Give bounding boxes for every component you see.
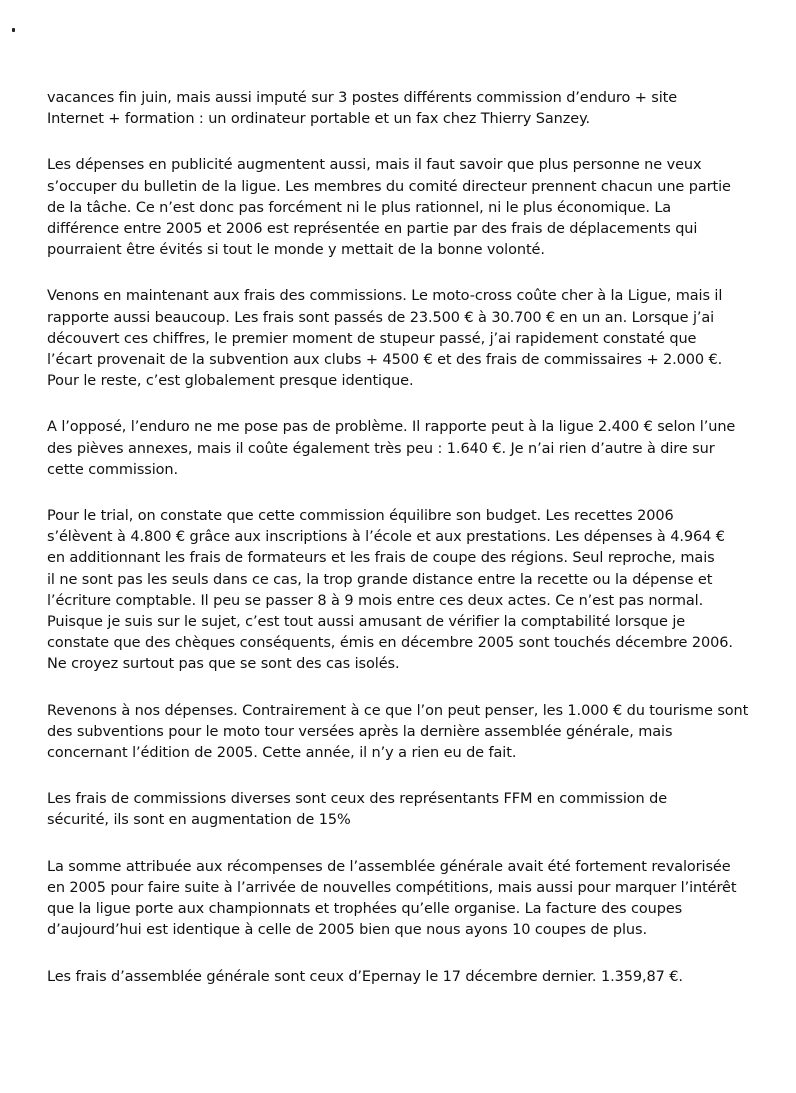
text-line: Venons en maintenant aux frais des commissions. Le moto-cross coûte cher à la Ligue, mais il xyxy=(47,288,723,305)
text-line: cette commission. xyxy=(47,461,179,478)
text-line: d’aujourd’hui est identique à celle de 2005 bien que nous ayons 10 coupes de plus. xyxy=(47,922,647,939)
paragraph xyxy=(47,88,772,130)
paragraph xyxy=(47,857,772,942)
text-line: de la tâche. Ce n’est donc pas forcément ni le plus rationnel, ni le plus économique. La xyxy=(47,199,672,216)
text-line: rapporte aussi beaucoup. Les frais sont passés de 23.500 € à 30.700 € en un an. Lorsque j’ai xyxy=(47,309,715,326)
text-line: s’occuper du bulletin de la ligue. Les membres du comité directeur prennent chacun une partie xyxy=(47,178,731,195)
paragraph xyxy=(47,789,772,831)
document-body xyxy=(47,88,772,1013)
text-line: Puisque je suis sur le sujet, c’est tout aussi amusant de vérifier la comptabilité lorsque je xyxy=(47,614,686,631)
text-line: différence entre 2005 et 2006 est représentée en partie par des frais de déplacements qui xyxy=(47,221,698,238)
text-line: Les frais d’assemblée générale sont ceux d’Epernay le 17 décembre dernier. 1.359,87 €. xyxy=(47,968,683,985)
text-line: en 2005 pour faire suite à l’arrivée de nouvelles compétitions, mais aussi pour marquer l’intérêt xyxy=(47,879,737,896)
text-line: des pièves annexes, mais il coûte également très peu : 1.640 €. Je n’ai rien d’autre à dire sur xyxy=(47,440,715,457)
text-line: Revenons à nos dépenses. Contrairement à ce que l’on peut penser, les 1.000 € du tourisme sont xyxy=(47,702,749,719)
paragraph xyxy=(47,155,772,261)
text-line: Pour le trial, on constate que cette commission équilibre son budget. Les recettes 2006 xyxy=(47,508,674,525)
text-line: Les dépenses en publicité augmentent aussi, mais il faut savoir que plus personne ne veux xyxy=(47,157,702,174)
text-line: Ne croyez surtout pas que se sont des cas isolés. xyxy=(47,656,400,673)
paragraph xyxy=(47,506,772,676)
text-line: vacances fin juin, mais aussi imputé sur 3 postes différents commission d’enduro + site xyxy=(47,90,678,106)
text-line: il ne sont pas les seuls dans ce cas, la trop grande distance entre la recette ou la dépense et xyxy=(47,571,713,588)
paragraph xyxy=(47,967,772,988)
text-line: en additionnant les frais de formateurs et les frais de coupe des régions. Seul reproche, mais xyxy=(47,550,715,567)
text-line: A l’opposé, l’enduro ne me pose pas de problème. Il rapporte peut à la ligue 2.400 € selon l’une xyxy=(47,419,736,436)
text-line: que la ligue porte aux championnats et trophées qu’elle organise. La facture des coupes xyxy=(47,901,683,918)
paragraph xyxy=(47,286,772,392)
text-line: concernant l’édition de 2005. Cette année, il n’y a rien eu de fait. xyxy=(47,745,517,762)
text-line: l’écart provenait de la subvention aux clubs + 4500 € et des frais de commissaires + 2.000 €. xyxy=(47,352,723,369)
paragraph xyxy=(47,701,772,765)
text-line: Les frais de commissions diverses sont ceux des représentants FFM en commission de xyxy=(47,791,668,808)
text-line: s’élèvent à 4.800 € grâce aux inscriptions à l’école et aux prestations. Les dépenses à 4.964 € xyxy=(47,529,725,546)
scan-speck xyxy=(12,28,15,32)
text-line: découvert ces chiffres, le premier moment de stupeur passé, j’ai rapidement constaté que xyxy=(47,330,697,347)
text-line: pourraient être évités si tout le monde y mettait de la bonne volonté. xyxy=(47,242,545,259)
text-line: La somme attribuée aux récompenses de l’assemblée générale avait été fortement revalorisée xyxy=(47,858,731,875)
text-line: Pour le reste, c’est globalement presque identique. xyxy=(47,373,414,390)
paragraph xyxy=(47,417,772,481)
text-line: l’écriture comptable. Il peu se passer 8 à 9 mois entre ces deux actes. Ce n’est pas normal. xyxy=(47,592,704,609)
text-line: sécurité, ils sont en augmentation de 15% xyxy=(47,812,351,829)
text-line: constate que des chèques conséquents, émis en décembre 2005 sont touchés décembre 2006. xyxy=(47,635,733,652)
text-line: Internet + formation : un ordinateur portable et un fax chez Thierry Sanzey. xyxy=(47,111,591,128)
text-line: des subventions pour le moto tour versées après la dernière assemblée générale, mais xyxy=(47,723,673,740)
